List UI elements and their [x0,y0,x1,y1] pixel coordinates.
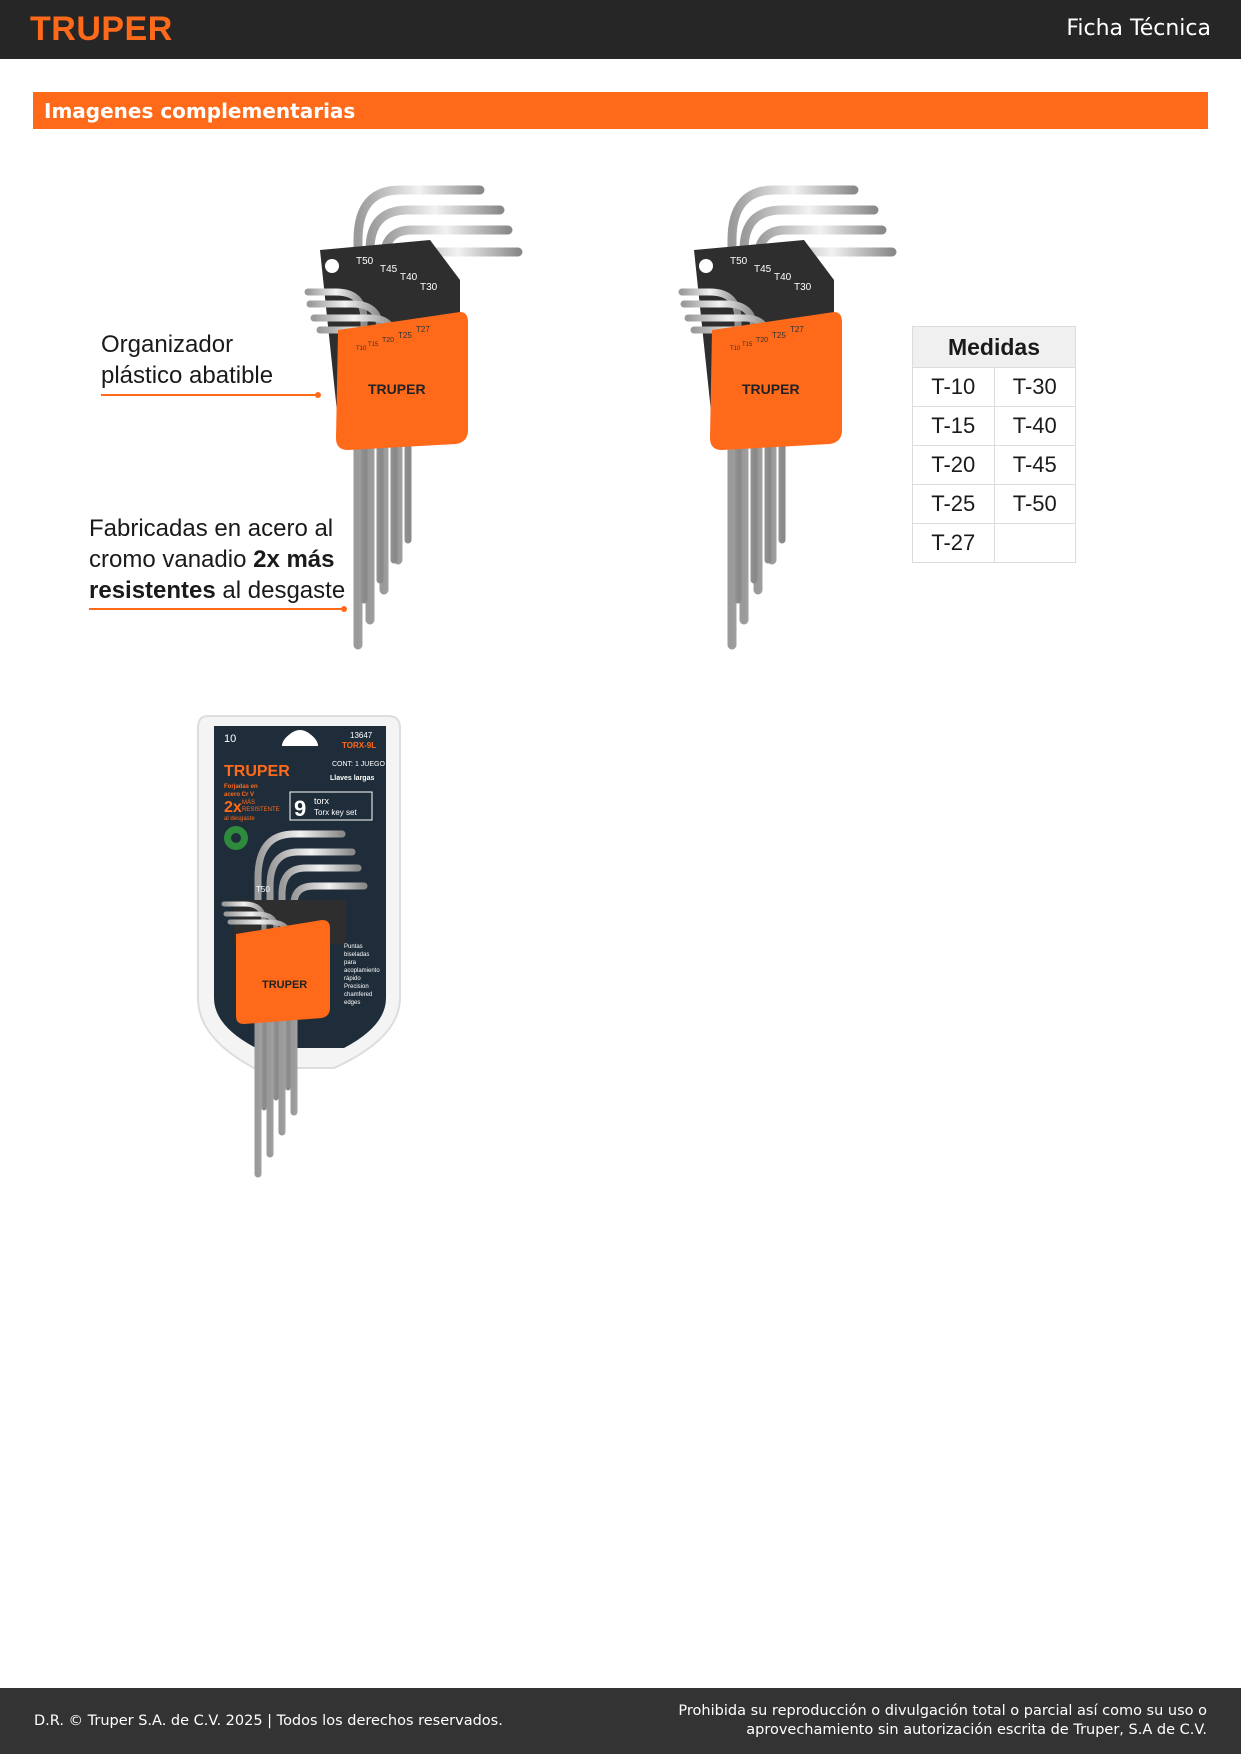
footer-legal-line: aprovechamiento sin autorización escrita de Truper, S.A de C.V. [746,1722,1207,1738]
key-label: T25 [772,331,786,340]
sizes-table [912,326,1076,563]
truper-logo: TRUPER [30,10,173,48]
package-feature-line: Puntas [344,944,363,950]
footer-legal-notice [678,1702,1207,1740]
sizes-table-header: Medidas [913,327,1076,368]
size-cell: T-20 [913,446,995,485]
key-label: T10 [730,346,741,352]
callout-material-line: Fabricadas en acero al [89,515,334,542]
package-key-label: T50 [256,885,270,894]
callout-material-text: cromo vanadio [89,546,254,573]
key-label: T27 [416,325,430,334]
package-feature-line: edges [344,1000,361,1006]
key-label: T15 [742,342,753,348]
package-strength-line: RESISTENTE [242,807,280,813]
table-row [913,368,1076,407]
callout-material [89,513,345,606]
page-footer [0,1688,1241,1754]
packaged-key-set-image [194,708,406,1180]
size-cell: T-30 [994,368,1076,407]
callout-material-line [89,575,345,606]
package-feature-line: para [344,960,357,966]
callout-material-line [89,544,345,575]
table-row [913,524,1076,563]
package-count-label: torx [314,796,330,806]
callout-organizer-line: plástico abatible [101,362,274,389]
key-label: T30 [420,282,438,293]
key-label: T40 [774,272,792,283]
document-title: Ficha Técnica [1066,16,1211,41]
key-label: T25 [398,331,412,340]
callout-organizer [101,329,273,391]
package-feature-line: biseladas [344,952,370,958]
holder-brand-text: TRUPER [368,381,426,397]
footer-legal-line: Prohibida su reproducción o divulgación total o parcial así como su uso o [678,1703,1207,1719]
key-label: T50 [730,256,748,267]
table-row [913,485,1076,524]
footer-copyright: D.R. © Truper S.A. de C.V. 2025 | Todos los derechos reservados. [34,1713,503,1729]
key-label: T10 [356,346,367,352]
package-brand: TRUPER [224,763,290,780]
page-header [0,0,1241,59]
table-row [913,446,1076,485]
size-cell: T-25 [913,485,995,524]
package-strength-line: MÁS [242,800,256,806]
package-strength-line: al desgaste [224,816,255,822]
package-strength-big: 2x [224,799,242,816]
key-label: T20 [756,337,769,344]
package-feature-line: Precision [344,984,369,990]
key-label: T45 [754,264,772,275]
package-feature-line: acoplamiento [344,968,380,974]
holder-brand-text: TRUPER [742,381,800,397]
key-label: T20 [382,337,395,344]
size-cell: T-45 [994,446,1076,485]
section-header [33,92,1208,129]
key-label: T40 [400,272,418,283]
package-forged-line: acero Cr V [224,792,255,798]
package-feature-line: chamfered [344,992,373,998]
key-label: T15 [368,342,379,348]
table-row [913,407,1076,446]
callout-organizer-leader [100,390,324,400]
size-cell: T-50 [994,485,1076,524]
size-cell: T-27 [913,524,995,563]
key-label: T50 [356,256,374,267]
key-label: T27 [790,325,804,334]
callout-material-bold: resistentes [89,577,216,604]
size-cell: T-15 [913,407,995,446]
package-forged-line: Forjadas en [224,784,258,790]
callout-material-leader [88,604,350,614]
package-description: Llaves largas [330,775,375,782]
package-content: CONT: 1 JUEGO [332,761,385,768]
size-cell [994,524,1076,563]
size-cell: T-10 [913,368,995,407]
package-holder-brand: TRUPER [262,979,308,991]
torx-key-set-image [674,180,904,650]
package-count: 9 [294,796,307,821]
package-badge-number: 10 [224,733,237,745]
key-label: T45 [380,264,398,275]
package-code: 13647 [350,731,373,740]
callout-material-text: al desgaste [215,577,346,604]
package-model: TORX-9L [342,741,377,750]
size-cell: T-40 [994,407,1076,446]
callout-material-bold: 2x más [253,546,335,573]
package-count-label: Torx key set [314,808,357,817]
callout-organizer-line: Organizador [101,331,234,358]
key-label: T30 [794,282,812,293]
sizes-table-header-row [913,327,1076,368]
package-feature-line: rápido [344,976,361,982]
section-title: Imagenes complementarias [44,99,356,123]
